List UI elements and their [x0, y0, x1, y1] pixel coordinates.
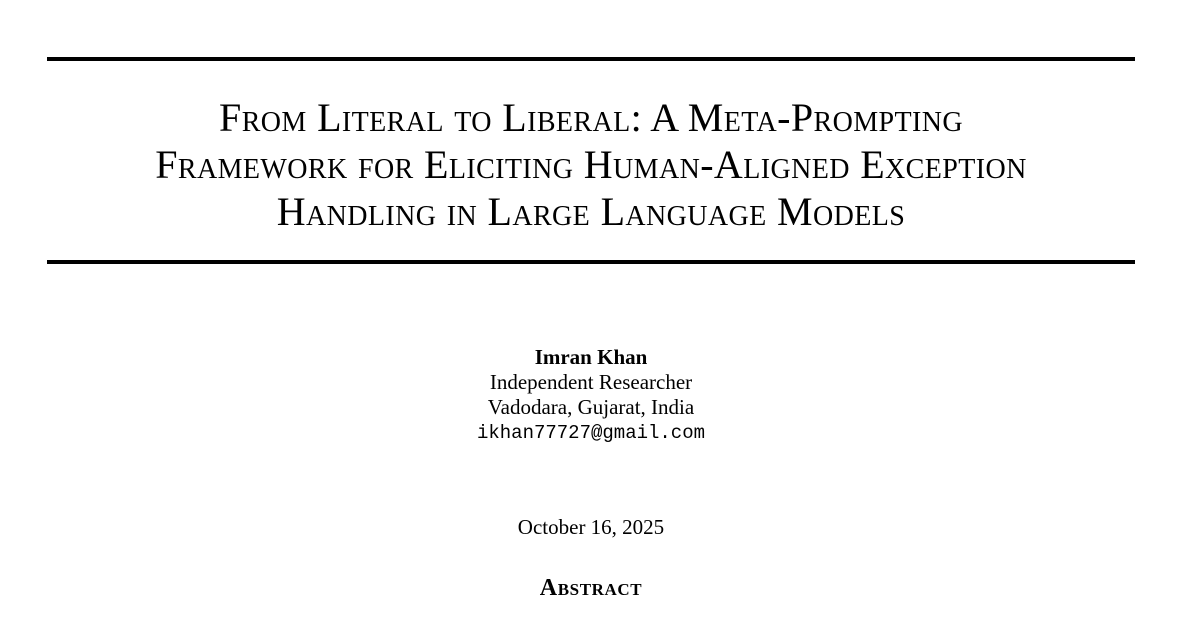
title-line-2: Framework for Eliciting Human-Aligned Exception [155, 142, 1027, 187]
author-email[interactable]: ikhan77727@gmail.com [476, 422, 706, 444]
author-affiliation: Independent Researcher [489, 370, 693, 394]
abstract-heading: Abstract [539, 575, 643, 601]
author-location: Vadodara, Gujarat, India [487, 395, 695, 419]
paper-date: October 16, 2025 [517, 515, 665, 539]
title-line-3: Handling in Large Language Models [276, 189, 906, 234]
author-block [0, 345, 1182, 447]
paper-title [47, 94, 1135, 235]
title-bottom-rule [47, 260, 1135, 264]
author-name: Imran Khan [534, 345, 648, 369]
title-line-1: From Literal to Liberal: A Meta-Prompting [219, 95, 963, 140]
title-top-rule [47, 57, 1135, 61]
